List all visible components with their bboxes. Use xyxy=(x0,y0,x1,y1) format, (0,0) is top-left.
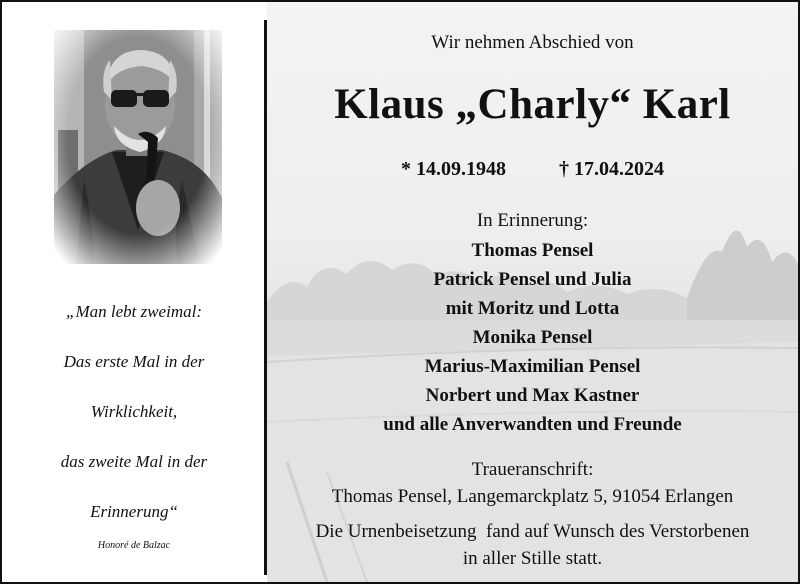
quote-line: Wirklichkeit, xyxy=(90,402,178,421)
mourners-list xyxy=(267,236,798,439)
quote-line: das zweite Mal in der xyxy=(60,452,208,471)
address-text: Thomas Pensel, Langemarckplatz 5, 91054 Erlangen xyxy=(331,486,734,507)
burial-note-line: Die Urnenbeisetzung fand auf Wunsch des Verstorbenen xyxy=(315,521,750,542)
quote-line: Das erste Mal in der xyxy=(63,352,205,371)
mourner-line: und alle Anverwandten und Freunde xyxy=(383,414,682,435)
address-label: Traueranschrift: xyxy=(471,459,594,480)
quote-line: „Man lebt zweimal: xyxy=(66,302,202,321)
farewell-intro: Wir nehmen Abschied von xyxy=(431,32,634,53)
right-panel xyxy=(267,2,798,582)
mourner-line: Norbert und Max Kastner xyxy=(425,385,640,406)
birth-date: * 14.09.1948 xyxy=(401,158,506,180)
quote-line: Erinnerung“ xyxy=(90,502,178,521)
mourner-line: Patrick Pensel und Julia xyxy=(433,269,632,290)
portrait-photo xyxy=(54,30,222,264)
mourner-line: Monika Pensel xyxy=(472,327,593,348)
memory-heading: In Erinnerung: xyxy=(476,210,589,231)
deceased-name: Klaus „Charly“ Karl xyxy=(334,81,731,128)
mourner-line: Marius-Maximilian Pensel xyxy=(424,356,641,377)
burial-note-line: in aller Stille statt. xyxy=(462,548,603,569)
life-dates xyxy=(267,158,798,181)
mourning-address xyxy=(267,456,798,510)
quote-author: Honoré de Balzac xyxy=(97,540,171,551)
mourner-line: Thomas Pensel xyxy=(471,240,594,261)
mourner-line: mit Moritz und Lotta xyxy=(445,298,620,319)
left-panel xyxy=(2,2,264,582)
death-date: † 17.04.2024 xyxy=(559,158,664,180)
burial-note xyxy=(267,518,798,572)
quote-block xyxy=(16,298,252,551)
